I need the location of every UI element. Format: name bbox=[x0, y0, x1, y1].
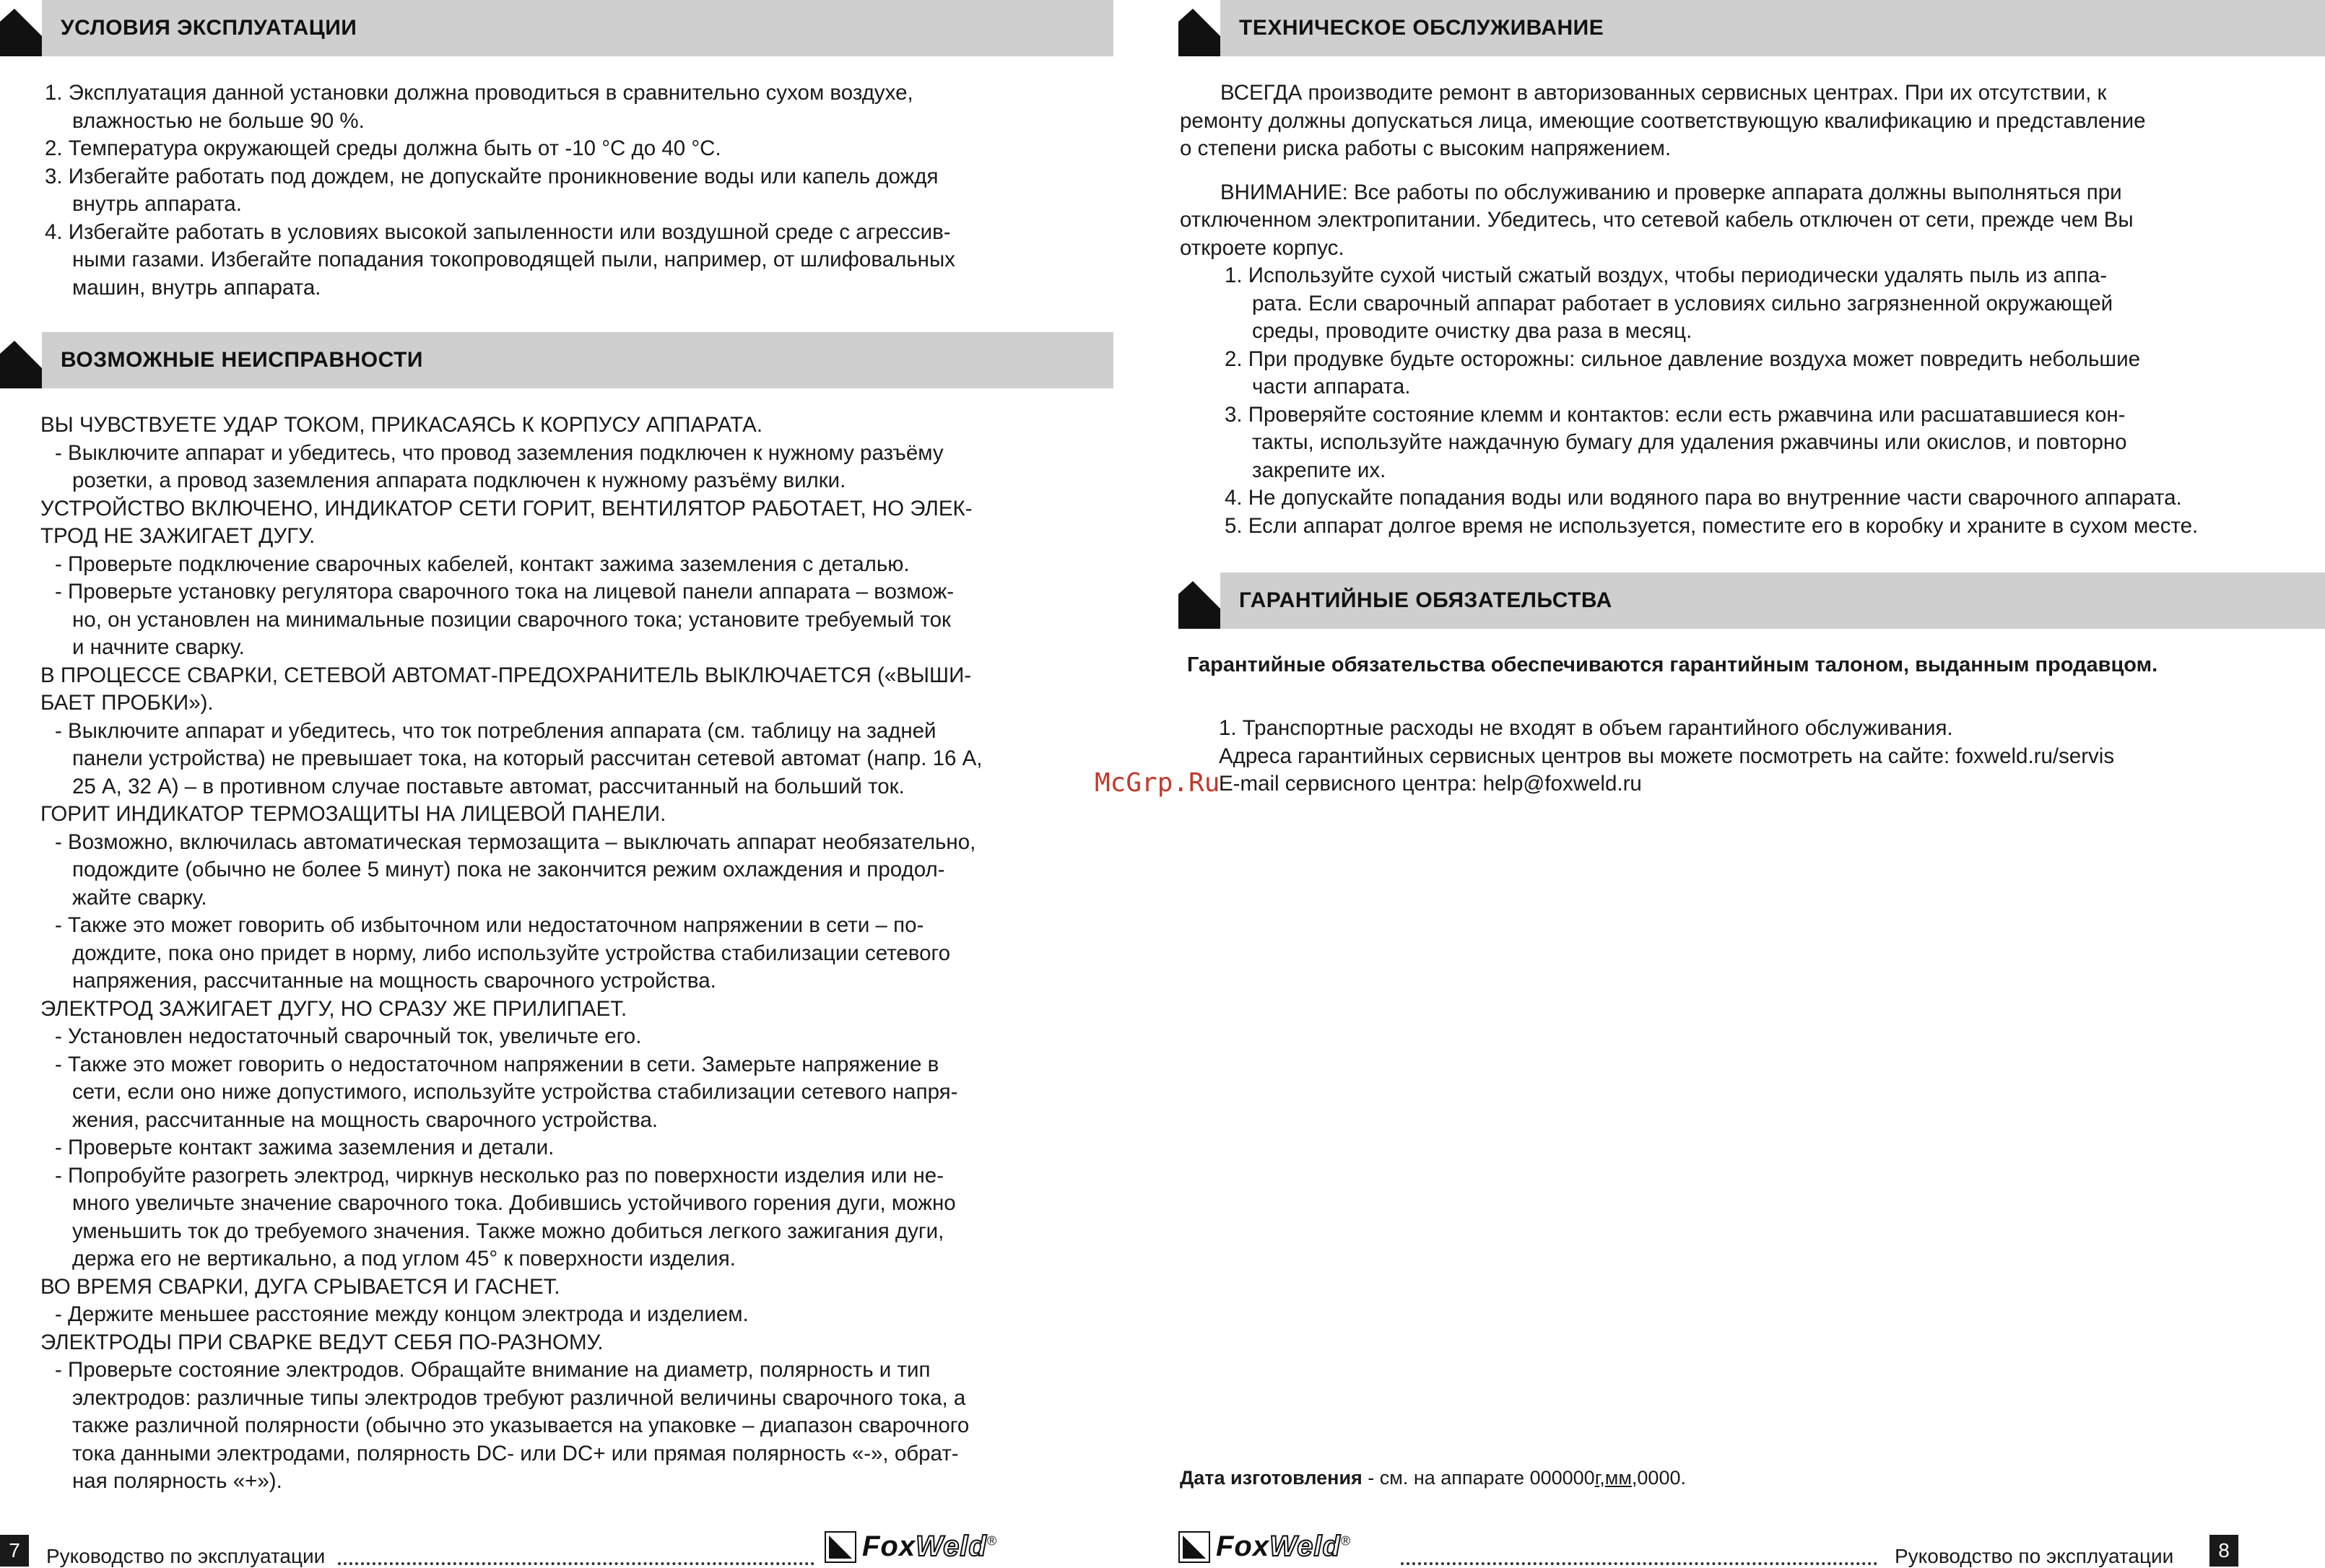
text-line: жайте сварку. bbox=[72, 885, 207, 910]
section-header-warranty bbox=[1178, 572, 2325, 629]
text-line: отключенном электропитании. Убедитесь, что сетевой кабель отключен от сети, прежде чем Вы bbox=[1180, 208, 2134, 232]
text-line: много увеличьте значение сварочного тока. Добившись устойчивого горения дуги, можно bbox=[72, 1191, 956, 1215]
footer-label: Руководство по эксплуатации bbox=[1895, 1545, 2174, 1567]
text-line: панели устройства) не превышает тока, на который рассчитан сетевой автомат (напр. 16 А, bbox=[72, 746, 983, 770]
text-line: также различной полярности (обычно это указывается на упаковке – диапазон сварочного bbox=[72, 1414, 970, 1437]
text-line: влажностью не больше 90 %. bbox=[72, 108, 365, 133]
text-line: дождите, пока оно придет в норму, либо используйте устройства стабилизации сетевого bbox=[72, 941, 951, 965]
text-line: машин, внутрь аппарата. bbox=[72, 275, 321, 300]
text-line: тока данными электродами, полярность DC- или DC+ или прямая полярность «-», обрат- bbox=[72, 1441, 959, 1465]
text-line: но, он установлен на минимальные позиции сварочного тока; установите требуемый ток bbox=[72, 607, 951, 632]
manufacture-date-label: Дата изготовления bbox=[1180, 1467, 1363, 1489]
text-line: ВСЕГДА производите ремонт в авторизованных сервисных центрах. При их отсутствии, к bbox=[1220, 81, 2107, 105]
text-line: рата. Если сварочный аппарат работает в условиях сильно загрязненной окружающей bbox=[1252, 291, 2113, 315]
header-corner-icon bbox=[1178, 572, 1235, 629]
text-line: ными газами. Избегайте попадания токопроводящей пыли, например, от шлифовальных bbox=[72, 248, 955, 271]
text-line: уменьшить ток до требуемого значения. Также можно добиться легкого зажигания дуги, bbox=[72, 1219, 944, 1243]
text-line: о степени риска работы с высоким напряжением. bbox=[1180, 136, 1672, 160]
text-line: 3. Проверяйте состояние клемм и контактов: если есть ржавчина или расшатавшиеся кон- bbox=[1225, 402, 2126, 427]
text-line: - Держите меньшее расстояние между концом электрода и изделием. bbox=[55, 1302, 749, 1326]
header-corner-icon bbox=[0, 332, 56, 388]
page-number: 7 bbox=[0, 1535, 29, 1567]
maintenance-text bbox=[1180, 79, 2198, 540]
section-title: ВОЗМОЖНЫЕ НЕИСПРАВНОСТИ bbox=[61, 348, 423, 372]
text-line: 1. Используйте сухой чистый сжатый воздух, чтобы периодически удалять пыль из аппа- bbox=[1225, 263, 2108, 287]
text-line: - Выключите аппарат и убедитесь, что ток потребления аппарата (см. таблицу на задней bbox=[55, 718, 936, 743]
text-line: части аппарата. bbox=[1252, 375, 1411, 398]
text-line: - Выключите аппарат и убедитесь, что провод заземления подключен к нужному разъёму bbox=[55, 440, 944, 465]
text-line: В ПРОЦЕССЕ СВАРКИ, СЕТЕВОЙ АВТОМАТ-ПРЕДОХРАНИТЕЛЬ ВЫКЛЮЧАЕТСЯ («ВЫШИ- bbox=[40, 663, 972, 687]
text-line: - Попробуйте разогреть электрод, чиркнув несколько раз по поверхности изделия или не- bbox=[55, 1163, 944, 1188]
manufacture-date: Дата изготовления - см. на аппарате 000000г,мм,0000. bbox=[1180, 1467, 1686, 1489]
text-line: и начните сварку. bbox=[72, 635, 245, 659]
brand-part-fox: Fox bbox=[862, 1530, 916, 1562]
text-line: ЭЛЕКТРОД ЗАЖИГАЕТ ДУГУ, НО СРАЗУ ЖЕ ПРИЛИПАЕТ. bbox=[40, 996, 627, 1021]
text-line: напряжения, рассчитанные на мощность сварочного устройства. bbox=[72, 969, 716, 993]
text-line: 2. Температура окружающей среды должна быть от -10 °С до 40 °С. bbox=[45, 136, 721, 160]
section-title: ТЕХНИЧЕСКОЕ ОБСЛУЖИВАНИЕ bbox=[1239, 16, 1604, 40]
manufacture-date-year: г bbox=[1594, 1467, 1600, 1489]
manufacture-date-month: мм bbox=[1604, 1467, 1632, 1489]
text-line: закрепите их. bbox=[1252, 458, 1386, 482]
text-line: БАЕТ ПРОБКИ»). bbox=[40, 691, 214, 715]
section-header-malfunctions bbox=[0, 332, 1113, 388]
malfunctions-text bbox=[40, 411, 982, 1496]
text-line: 2. При продувке будьте осторожны: сильное давление воздуха может повредить небольшие bbox=[1225, 347, 2140, 371]
text-line: розетки, а провод заземления аппарата подключен к нужному разъёму вилки. bbox=[72, 469, 846, 492]
text-line: - Возможно, включилась автоматическая термозащита – выключать аппарат необязательно, bbox=[55, 829, 976, 854]
brand-wordmark bbox=[862, 1530, 997, 1563]
foxweld-logo-icon bbox=[1178, 1531, 1210, 1563]
text-line: такты, используйте наждачную бумагу для удаления ржавчины или окислов, и повторно bbox=[1252, 430, 2127, 454]
text-line: 3. Избегайте работать под дождем, не допускайте проникновение воды или капель дождя bbox=[45, 164, 939, 188]
operating-conditions-text bbox=[45, 79, 955, 302]
text-line: подождите (обычно не более 5 минут) пока не закончится режим охлаждения и продол- bbox=[72, 858, 945, 881]
brand-part-weld: Weld bbox=[1269, 1530, 1341, 1562]
text-line: УСТРОЙСТВО ВКЛЮЧЕНО, ИНДИКАТОР СЕТИ ГОРИТ, ВЕНТИЛЯТОР РАБОТАЕТ, НО ЭЛЕК- bbox=[40, 496, 973, 521]
text-line: внутрь аппарата. bbox=[72, 192, 242, 216]
text-line: ВО ВРЕМЯ СВАРКИ, ДУГА СРЫВАЕТСЯ И ГАСНЕТ. bbox=[40, 1274, 560, 1299]
text-line: - Установлен недостаточный сварочный ток, увеличьте его. bbox=[55, 1024, 642, 1048]
text-line: ТРОД НЕ ЗАЖИГАЕТ ДУГУ. bbox=[40, 524, 316, 548]
registered-mark: ® bbox=[986, 1533, 998, 1549]
warranty-intro: Гарантийные обязательства обеспечиваются гарантийным талоном, выданным продавцом. bbox=[1187, 653, 2158, 676]
text-line: откроете корпус. bbox=[1180, 235, 1344, 260]
footer-dots bbox=[338, 1561, 814, 1565]
text-line: ная полярность «+»). bbox=[72, 1469, 282, 1493]
text-line: среды, проводите очистку два раза в месяц. bbox=[1252, 319, 1692, 343]
text-line: E-mail сервисного центра: help@foxweld.ru bbox=[1219, 772, 1642, 796]
brand-part-fox: Fox bbox=[1216, 1530, 1270, 1562]
text-line: 1. Эксплуатация данной установки должна проводиться в сравнительно сухом воздухе, bbox=[45, 81, 913, 105]
text-line: Адреса гарантийных сервисных центров вы можете посмотреть на сайте: foxweld.ru/servis bbox=[1219, 744, 2115, 768]
left-page bbox=[0, 0, 1162, 1568]
brand-wordmark bbox=[1216, 1530, 1351, 1563]
text-line: держа его не вертикально, а под углом 45° к поверхности изделия. bbox=[72, 1247, 736, 1271]
section-title: ГАРАНТИЙНЫЕ ОБЯЗАТЕЛЬСТВА bbox=[1239, 588, 1612, 612]
text-line: - Проверьте контакт зажима заземления и детали. bbox=[55, 1136, 555, 1159]
section-header-maintenance bbox=[1178, 0, 2325, 56]
foxweld-logo bbox=[1178, 1530, 1351, 1563]
text-line: - Проверьте состояние электродов. Обращайте внимание на диаметр, полярность и тип bbox=[55, 1358, 931, 1382]
manufacture-date-end: 0000. bbox=[1637, 1467, 1686, 1489]
foxweld-logo-icon bbox=[825, 1531, 856, 1563]
section-title: УСЛОВИЯ ЭКСПЛУАТАЦИИ bbox=[61, 16, 357, 40]
text-line: 4. Избегайте работать в условиях высокой запыленности или воздушной среде с агрессив- bbox=[45, 219, 951, 244]
header-corner-icon bbox=[1178, 0, 1235, 56]
text-line: 4. Не допускайте попадания воды или водяного пара во внутренние части сварочного аппарата. bbox=[1225, 486, 2182, 510]
text-line: жения, рассчитанные на мощность сварочного устройства. bbox=[72, 1107, 659, 1132]
text-line: 1. Транспортные расходы не входят в объем гарантийного обслуживания. bbox=[1219, 716, 1953, 740]
text-line: - Проверьте подключение сварочных кабелей, контакт зажима заземления с деталью. bbox=[55, 552, 910, 576]
text-line: ЭЛЕКТРОДЫ ПРИ СВАРКЕ ВЕДУТ СЕБЯ ПО-РАЗНОМУ. bbox=[40, 1330, 604, 1354]
text-line: ВНИМАНИЕ: Все работы по обслуживанию и проверке аппарата должны выполняться при bbox=[1220, 180, 2122, 204]
section-header-operating-conditions bbox=[0, 0, 1113, 56]
text-line: - Проверьте установку регулятора сварочного тока на лицевой панели аппарата – возмож- bbox=[55, 580, 955, 604]
text-line: 25 А, 32 А) – в противном случае поставьте автомат, рассчитанный на больший ток. bbox=[72, 774, 905, 798]
text-line: - Также это может говорить об избыточном или недостаточном напряжении в сети – по- bbox=[55, 913, 924, 937]
watermark-text: McGrp.Ru bbox=[1095, 768, 1220, 798]
text-line: ВЫ ЧУВСТВУЕТЕ УДАР ТОКОМ, ПРИКАСАЯСЬ К КОРПУСУ АППАРАТА. bbox=[40, 413, 763, 437]
header-corner-icon bbox=[0, 0, 56, 56]
brand-part-weld: Weld bbox=[916, 1530, 987, 1562]
text-line: 5. Если аппарат долгое время не используется, поместите его в коробку и храните в сухом месте. bbox=[1225, 513, 2199, 538]
text-line: электродов: различные типы электродов требуют различной величины сварочного тока, а bbox=[72, 1385, 966, 1410]
foxweld-logo bbox=[825, 1530, 997, 1563]
page-number: 8 bbox=[2209, 1535, 2238, 1567]
right-page bbox=[1162, 0, 2325, 1568]
text-line: ГОРИТ ИНДИКАТОР ТЕРМОЗАЩИТЫ НА ЛИЦЕВОЙ ПАНЕЛИ. bbox=[40, 802, 666, 826]
text-line: ремонту должны допускаться лица, имеющие соответствующую квалификацию и представление bbox=[1180, 108, 2146, 133]
footer-label: Руководство по эксплуатации bbox=[46, 1545, 326, 1567]
manufacture-date-text: - см. на аппарате 000000 bbox=[1362, 1467, 1595, 1489]
text-line: - Также это может говорить о недостаточном напряжении в сети. Замерьте напряжение в bbox=[55, 1052, 939, 1076]
text-line: сети, если оно ниже допустимого, используйте устройства стабилизации сетевого напря- bbox=[72, 1080, 958, 1104]
footer-dots bbox=[1401, 1561, 1877, 1565]
warranty-text bbox=[1219, 715, 2114, 798]
registered-mark: ® bbox=[1340, 1533, 1352, 1549]
